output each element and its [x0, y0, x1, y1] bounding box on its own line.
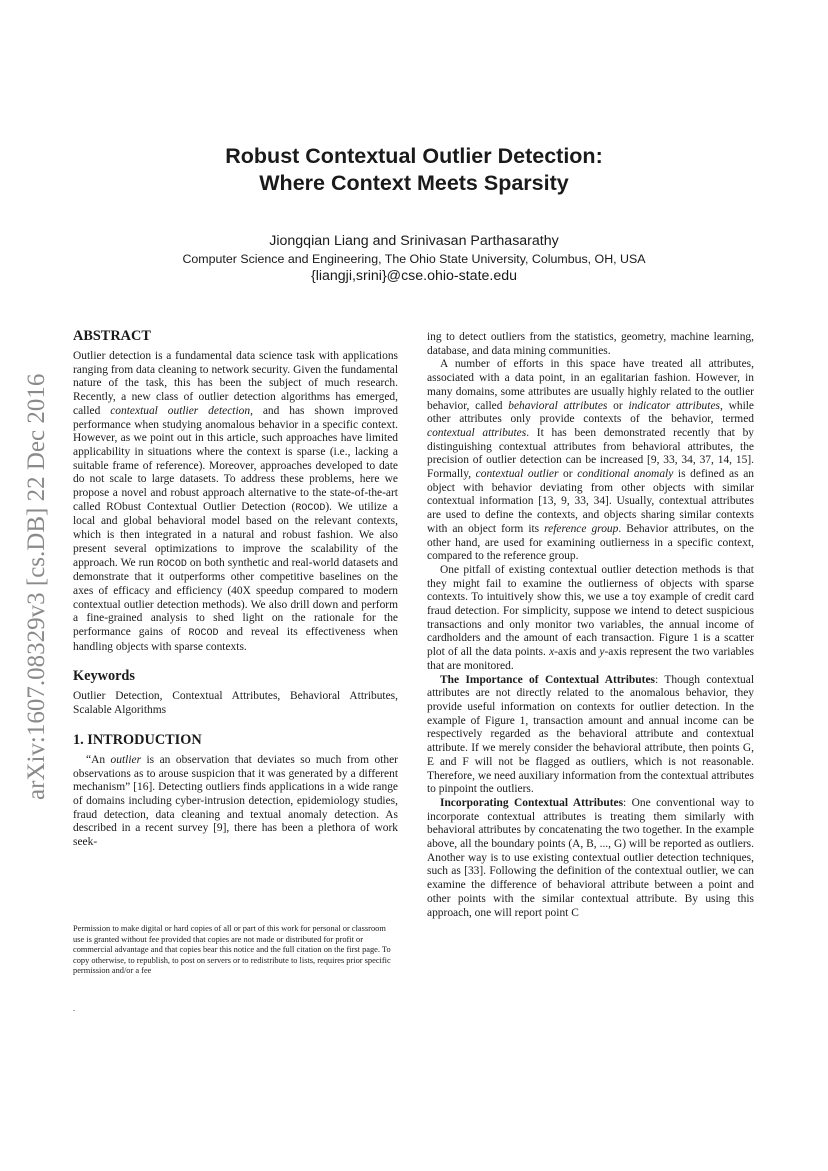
arxiv-identifier-stamp — [14, 310, 60, 800]
abstract-body: Outlier detection is a fundamental data science task with applications ranging from data cleaning to network security. Given the fundamental nature of the task, this has been the subject of much research. Recently, a new class of outlier detection algorithms has emerged, called contextual outlier detection, and has shown improved performance when studying anomalous behavior in a specific context. However, as we point out in this article, such approaches have limited applicability in situations where the context is sparse (i.e., lacking a suitable frame of reference). Moreover, approaches developed to date do not scale to large datasets. To address these problems, here we propose a novel and robust approach alternative to the state-of-the-art called RObust Contextual Outlier Detection (ROCOD). We utilize a local and global behavioral model based on the relevant contexts, which is then integrated in a natural and robust fashion. We also present several optimizations to improve the scalability of the approach. We run ROCOD on both synthetic and real-world datasets and demonstrate that it outperforms other competitive baselines on the axes of efficacy and efficiency (40X speedup compared to modern contextual outlier detection methods). We also drill down and perform a fine-grained analysis to shed light on the rationale for the performance gains of ROCOD and reveal its effectiveness when handling objects with sparse contexts. — [73, 350, 398, 653]
copyright-notice: Permission to make digital or hard copies of all or part of this work for personal or classroom use is granted without fee provided that copies are not made or distributed for profit or commercial advantage and that copies bear this notice and the full citation on the first page. To copy otherwise, to republish, to post on servers or to redistribute to lists, requires prior specific permission and/or a fee — [73, 924, 391, 976]
right-paragraph-5: Incorporating Contextual Attributes: One conventional way to incorporate contextual attributes is treating them similarly with behavioral attributes by concatenating the two together. In the example above, all the boundary points (A, B, ..., G) will be reported as outliers. Another way is to use existing contextual outlier detection techniques, such as [33]. Following the definition of the contextual outlier, we can examine the difference of behavioral attribute between a point and other points with the similar contextual attribute. By using this approach, one will report point C — [427, 796, 754, 919]
right-paragraph-3: One pitfall of existing contextual outlier detection methods is that they might fail to examine the outlierness of objects with sparse contexts. To intuitively show this, we use a toy example of credit card fraud detection. For simplicity, suppose we intend to detect suspicious transactions and only monitor two variables, the annual income of cardholders and the amount of each transaction. Figure 1 is a scatter plot of all the data points. x-axis and y-axis represent the two variables that are monitored. — [427, 563, 754, 672]
author-block — [120, 232, 708, 285]
right-paragraph-4: The Importance of Contextual Attributes: Though contextual attributes are not directly related to the anomalous behavior, they provide useful information on contexts for outlier detection. In the example of Figure 1, transaction amount and annual income can be respectively regarded as the behavioral attribute and contextual attribute. If we merely consider the behavioral attribute, then points G, E and F will not be flagged as outliers, which is not reasonable. Therefore, we need auxiliary information from the contextual attributes to pinpoint the outliers. — [427, 673, 754, 796]
paper-title — [120, 143, 708, 197]
right-paragraph-2: A number of efforts in this space have treated all attributes, associated with a data point, in an egalitarian fashion. However, in many domains, some attributes are usually highly related to the outlier behavior, called behavioral attributes or indicator attributes, while other attributes only provide contexts of the behavior, termed contextual attributes. It has been demonstrated recently that by distinguishing contextual attributes from behavioral attributes, the precision of outlier detection can be increased [9, 33, 34, 37, 14, 15]. Formally, contextual outlier or conditional anomaly is defined as an object with behavior deviating from other objects with similar contextual information [13, 9, 33, 34]. Usually, contextual attributes are used to define the contexts, and objects sharing similar contexts with an object form its reference group. Behavior attributes, on the other hand, are used for examining outlierness in a specific context, compared to the reference group. — [427, 358, 755, 563]
paper-title-line-2: Where Context Meets Sparsity — [259, 171, 569, 195]
keywords-text: Outlier Detection, Contextual Attributes, Behavioral Attributes, Scalable Algorithms — [73, 690, 398, 717]
paper-title-line-1: Robust Contextual Outlier Detection: — [225, 144, 603, 168]
abstract-heading: ABSTRACT — [73, 328, 151, 344]
right-paragraph-1: ing to detect outliers from the statistics, geometry, machine learning, database, and data mining communities. — [427, 331, 754, 357]
introduction-heading: 1. INTRODUCTION — [73, 731, 202, 748]
author-names: Jiongqian Liang and Srinivasan Parthasarathy — [269, 233, 559, 249]
author-emails: {liangji,srini}@cse.ohio-state.edu — [310, 268, 518, 284]
footer-dot: . — [73, 1004, 75, 1013]
arxiv-identifier-text: arXiv:1607.08329v3 [cs.DB] 22 Dec 2016 — [23, 373, 50, 800]
keywords-heading: Keywords — [73, 668, 135, 685]
right-column — [427, 331, 754, 920]
introduction-paragraph: “An outlier is an observation that deviates so much from other observations as to arouse suspicion that it was generated by a different mechanism” [16]. Detecting outliers finds applications in a wide range of domains including cyber-intrusion detection, epidemiology studies, fraud detection, data cleaning and textual anomaly detection. As described in a recent survey [9], there has been a plethora of work seek- — [73, 753, 398, 849]
author-affiliation: Computer Science and Engineering, The Ohio State University, Columbus, OH, USA — [182, 252, 646, 266]
left-column — [73, 328, 398, 850]
